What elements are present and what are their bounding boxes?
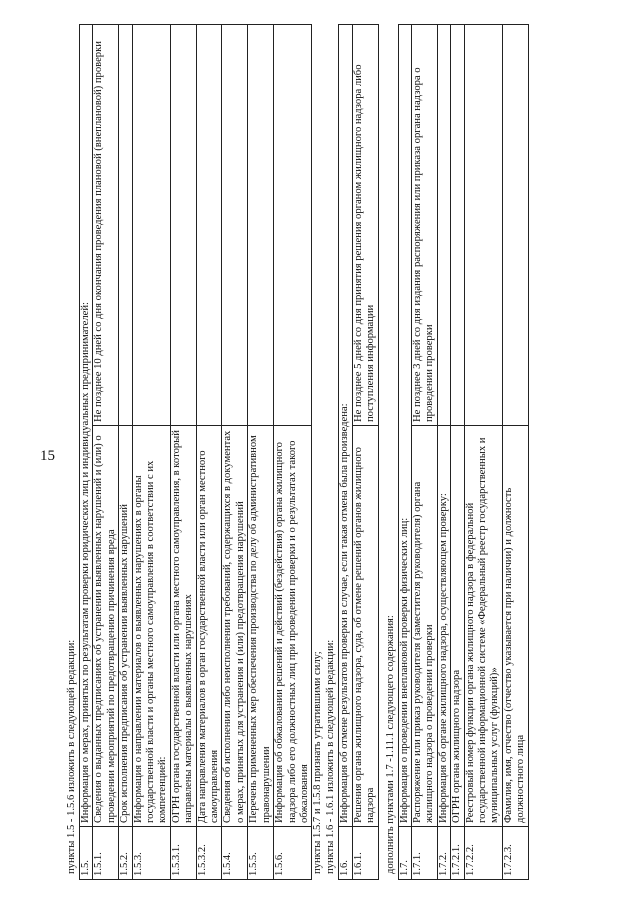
page-number: 15 (40, 448, 55, 464)
row-number: 1.7.2. (437, 827, 450, 880)
section2-table (338, 24, 378, 880)
row-text: Перечень примененных мер обеспечения производства по делу об административном правонарушении (248, 426, 274, 827)
row-text: Информация о проведении внеплановой проверки физических лиц: (398, 25, 411, 827)
table-row (437, 25, 450, 880)
row-term (222, 25, 248, 426)
table-row (451, 25, 464, 880)
row-number: 1.5.1. (93, 827, 119, 880)
row-text: Реестровый номер функции органа жилищного надзора в федеральной государственной информационной системе «Федеральный реестр государственных и муниципальных услуг (функций)» (464, 426, 502, 827)
row-number: 1.6.1. (352, 827, 378, 880)
table-row (248, 25, 274, 880)
section2-intro-1: пункты 1.5.7 и 1.5.8 признать утратившими силу; (312, 651, 324, 874)
table-row (80, 25, 93, 880)
table-row (274, 25, 312, 880)
row-number: 1.5.5. (248, 827, 274, 880)
row-term (170, 25, 196, 426)
row-number: 1.5.4. (222, 827, 248, 880)
table-row (132, 25, 170, 880)
row-term: Не позднее 3 дней со дня издания распоряжения или приказа органа надзора о проведении проверки (411, 25, 437, 426)
row-term (248, 25, 274, 426)
row-number: 1.7.1. (411, 827, 437, 880)
row-number: 1.7.2.1. (451, 827, 464, 880)
row-text: Решения органа жилищного надзора, суда, об отмене решений органов жилищного надзора (352, 426, 378, 827)
row-term (464, 25, 502, 426)
table-row (222, 25, 248, 880)
row-term (274, 25, 312, 426)
table-row (339, 25, 352, 880)
row-text: ОГРН органа жилищного надзора (451, 426, 464, 827)
row-text: Информация о мерах, принятых по результатам проверки юридических лиц и индивидуальных предпринимателей: (80, 25, 93, 827)
row-term (119, 25, 132, 426)
table-row (411, 25, 437, 880)
row-term (437, 25, 450, 426)
row-text: ОГРН органа государственной власти или органа местного самоуправления, в который направлены материалы о выявленных нарушениях (170, 426, 196, 827)
row-text: Информация о направлении материалов о выявленных нарушениях в органы государственной власти и органы местного самоуправления в соответствии с их компетенцией: (132, 426, 170, 827)
row-number: 1.5.2. (119, 827, 132, 880)
section3-table (398, 24, 529, 880)
row-term: Не позднее 10 дней со дня окончания проведения плановой (внеплановой) проверки (93, 25, 119, 426)
row-term (502, 25, 528, 426)
row-text: Информация об отмене результатов проверки в случае, если такая отмена была произведена: (339, 25, 352, 827)
row-number: 1.6. (339, 827, 352, 880)
row-term: Не позднее 5 дней со дня принятия решения органом жилищного надзора либо поступления информации (352, 25, 378, 426)
row-text: Сведения о выданных предписаниях об устранении выявленных нарушений и (или) о проведении мероприятий по предотвращению причинения вреда (93, 426, 119, 827)
row-number: 1.7.2.3. (502, 827, 528, 880)
row-number: 1.5.3.1. (170, 827, 196, 880)
row-term (451, 25, 464, 426)
table-row (170, 25, 196, 880)
row-number: 1.5.6. (274, 827, 312, 880)
row-number: 1.7. (398, 827, 411, 880)
rotated-document (66, 24, 596, 880)
row-text: Распоряжение или приказ руководителя (заместителя руководителя) органа жилищного надзора о проведении проверки (411, 426, 437, 827)
section2-intro-2: пункты 1.6 - 1.6.1 изложить в следующей редакции: (325, 639, 337, 874)
row-text: Информация об органе жилищного надзора, осуществляющем проверку: (437, 426, 450, 827)
table-row (119, 25, 132, 880)
row-number: 1.5.3. (132, 827, 170, 880)
table-row (502, 25, 528, 880)
row-text: Сведения об исполнении либо неисполнении требований, содержащихся в документах о мерах, принятых для устранения и (или) предотвращения нарушений (222, 426, 248, 827)
row-text: Фамилия, имя, отчество (отчество указывается при наличии) и должность должностного лица (502, 426, 528, 827)
row-text: Дата направления материалов в орган государственной власти или орган местного самоуправления (196, 426, 222, 827)
section1-table (79, 24, 312, 880)
row-number: 1.5. (80, 827, 93, 880)
table-row (464, 25, 502, 880)
table-row (398, 25, 411, 880)
section3-intro: дополнить пунктами 1.7 -1.11.1 следующего содержания: (384, 615, 396, 874)
row-number: 1.7.2.2. (464, 827, 502, 880)
row-term (196, 25, 222, 426)
table-row (196, 25, 222, 880)
row-text: Срок исполнения предписания об устранении выявленных нарушений (119, 426, 132, 827)
row-term (132, 25, 170, 426)
section1-intro: пункты 1.5 - 1.5.6 изложить в следующей редакции: (66, 639, 77, 874)
row-number: 1.5.3.2. (196, 827, 222, 880)
row-text: Информация об обжаловании решений и действий (бездействия) органа жилищного надзора либо его должностных лиц при проведении проверки и о результатах такого обжалования (274, 426, 312, 827)
table-row (93, 25, 119, 880)
table-row (352, 25, 378, 880)
